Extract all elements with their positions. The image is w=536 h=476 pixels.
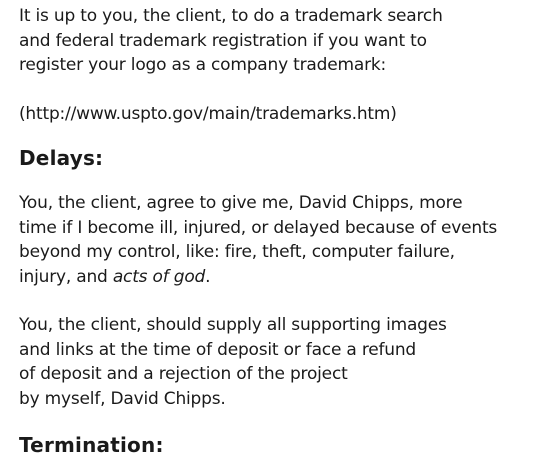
trademark-paragraph	[19, 4, 529, 78]
spacer	[19, 289, 529, 313]
termination-heading: Termination:	[19, 433, 164, 457]
text-line: It is up to you, the client, to do a trademark search	[19, 6, 443, 26]
text-line: and federal trademark registration if you want to	[19, 30, 427, 51]
spacer	[19, 126, 529, 145]
supporting-paragraph	[19, 313, 529, 411]
text-line: You, the client, should supply all supporting images	[19, 315, 447, 335]
text-line: of deposit and a rejection of the project	[19, 364, 348, 384]
text-run: .	[205, 266, 211, 287]
text-line	[19, 265, 529, 290]
trademark-url: (http://www.uspto.gov/main/trademarks.htm)	[19, 103, 397, 124]
spacer	[19, 411, 529, 432]
text-line: time if I become ill, injured, or delayed because of events	[19, 217, 498, 238]
spacer	[19, 78, 529, 102]
text-line: by myself, David Chipps.	[19, 388, 226, 409]
contract-document	[19, 4, 529, 458]
italic-text: acts of god	[112, 266, 206, 287]
delays-heading: Delays:	[19, 146, 104, 170]
text-line: beyond my control, like: fire, theft, computer failure,	[19, 242, 455, 262]
text-line: register your logo as a company trademark:	[19, 55, 387, 75]
delays-paragraph	[19, 191, 529, 289]
spacer	[19, 171, 529, 191]
text-line: You, the client, agree to give me, David Chipps, more	[19, 193, 463, 213]
text-line: and links at the time of deposit or face a refund	[19, 339, 417, 360]
text-run: injury, and	[19, 266, 113, 287]
